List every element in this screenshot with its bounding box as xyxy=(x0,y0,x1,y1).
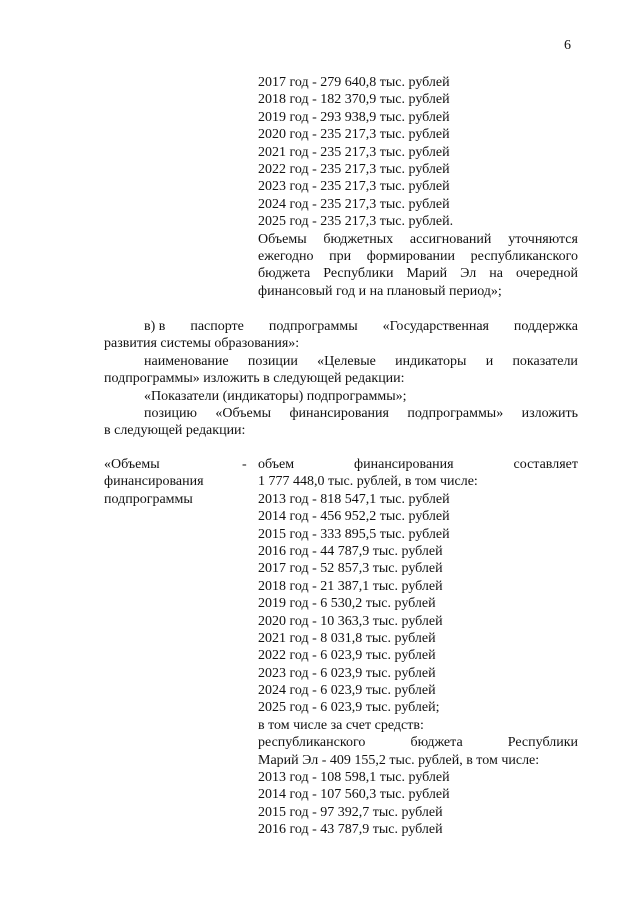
list-item: 2013 год - 818 547,1 тыс. рублей xyxy=(258,491,450,507)
pokazateli-line: «Показатели (индикаторы) подпрограммы»; xyxy=(144,388,407,404)
poz-line: позицию «Объемы финансирования подпрограммы» изложить xyxy=(144,405,578,421)
item-v-paragraph xyxy=(104,318,578,440)
list-item: 2013 год - 108 598,1 тыс. рублей xyxy=(258,770,450,786)
list-item: 2024 год - 6 023,9 тыс. рублей xyxy=(258,683,436,699)
passport-dash: - xyxy=(242,457,247,472)
item-v-line: в) в паспорте подпрограммы «Государственная поддержка xyxy=(144,319,578,334)
top-year-list xyxy=(258,74,578,300)
list-item: 2022 год - 235 217,3 тыс. рублей xyxy=(258,161,450,177)
republic-line: республиканского бюджета Республики xyxy=(258,735,578,751)
volume-line: объем финансирования составляет xyxy=(258,457,578,472)
list-item: 2016 год - 44 787,9 тыс. рублей xyxy=(258,543,443,559)
poz-line: в следующей редакции: xyxy=(104,423,246,439)
list-item: 2021 год - 8 031,8 тыс. рублей xyxy=(258,630,436,646)
list-item: 2016 год - 43 787,9 тыс. рублей xyxy=(258,822,443,838)
list-item: 2017 год - 279 640,8 тыс. рублей xyxy=(258,75,450,90)
passport-label: «Объемы финансирования подпрограммы xyxy=(104,457,204,507)
page-number: 6 xyxy=(564,38,571,53)
list-item: 2024 год - 235 217,3 тыс. рублей xyxy=(258,196,450,212)
list-item: 2019 год - 293 938,9 тыс. рублей xyxy=(258,109,450,125)
item-v-line: развития системы образования»: xyxy=(104,336,300,352)
list-item: 2025 год - 235 217,3 тыс. рублей. xyxy=(258,214,454,230)
list-item: 2014 год - 456 952,2 тыс. рублей xyxy=(258,509,450,525)
list-item: 2023 год - 6 023,9 тыс. рублей xyxy=(258,665,436,681)
list-item: 2015 год - 97 392,7 тыс. рублей xyxy=(258,804,443,820)
list-item: 2025 год - 6 023,9 тыс. рублей; xyxy=(258,700,440,716)
list-item: 2017 год - 52 857,3 тыс. рублей xyxy=(258,561,443,577)
naim-line: подпрограммы» изложить в следующей редакции: xyxy=(104,371,405,387)
list-item: 2023 год - 235 217,3 тыс. рублей xyxy=(258,179,450,195)
list-item: 2018 год - 21 387,1 тыс. рублей xyxy=(258,578,443,594)
list-item: 1 777 448,0 тыс. рублей, в том числе: xyxy=(258,474,478,490)
note-last-line: финансовый год и на плановый период»; xyxy=(258,283,502,299)
note-line: ежегодно при формировании республиканского xyxy=(258,248,578,264)
note-line: бюджета Республики Марий Эл на очередной xyxy=(258,266,578,282)
passport-values xyxy=(258,456,578,839)
list-item: 2019 год - 6 530,2 тыс. рублей xyxy=(258,596,436,612)
note-line: Объемы бюджетных ассигнований уточняются xyxy=(258,231,578,247)
list-item: 2020 год - 10 363,3 тыс. рублей xyxy=(258,613,443,629)
list-item: 2021 год - 235 217,3 тыс. рублей xyxy=(258,144,450,160)
list-item: Марий Эл - 409 155,2 тыс. рублей, в том числе: xyxy=(258,752,540,768)
list-item: 2018 год - 182 370,9 тыс. рублей xyxy=(258,92,450,108)
list-item: 2022 год - 6 023,9 тыс. рублей xyxy=(258,648,436,664)
list-item: 2015 год - 333 895,5 тыс. рублей xyxy=(258,526,450,542)
list-item: в том числе за счет средств: xyxy=(258,717,424,733)
list-item: 2014 год - 107 560,3 тыс. рублей xyxy=(258,787,450,803)
list-item: 2020 год - 235 217,3 тыс. рублей xyxy=(258,127,450,143)
naim-line: наименование позиции «Целевые индикаторы и показатели xyxy=(144,353,578,369)
